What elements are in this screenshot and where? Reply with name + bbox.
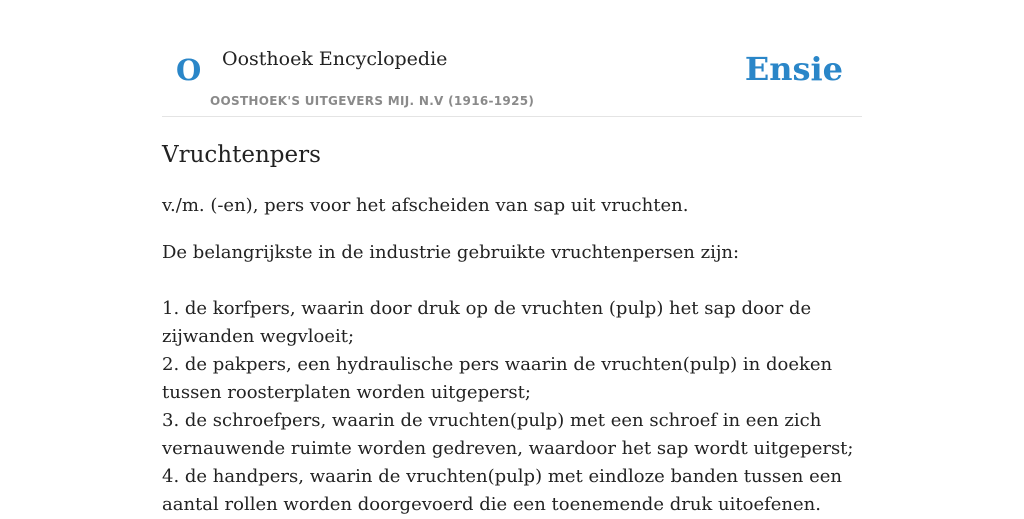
- list-item: 3. de schroefpers, waarin de vruchten(pulp) met een schroef in een zich vernauwende ruimte worden gedreven, waardoor het sap wordt uitgeperst;: [162, 410, 854, 459]
- page: [162, 0, 862, 515]
- oosthoek-logo-icon[interactable]: O: [176, 53, 202, 87]
- list-item: 4. de handpers, waarin de vruchten(pulp) met eindloze banden tussen een aantal rollen worden doorgevoerd die een toenemende druk uitoefenen.: [162, 466, 842, 515]
- publisher-line: OOSTHOEK'S UITGEVERS MIJ. N.V (1916-1925): [210, 94, 535, 108]
- entry-title: Vruchtenpers: [162, 142, 321, 168]
- press-type-list: [162, 295, 862, 519]
- ensie-logo-link[interactable]: Ensie: [744, 50, 843, 88]
- site-header: [162, 0, 862, 117]
- list-item: 2. de pakpers, een hydraulische pers waarin de vruchten(pulp) in doeken tussen roosterplaten worden uitgeperst;: [162, 354, 833, 403]
- entry-intro: De belangrijkste in de industrie gebruikte vruchtenpersen zijn:: [162, 242, 740, 263]
- entry-definition: v./m. (-en), pers voor het afscheiden van sap uit vruchten.: [162, 195, 689, 216]
- site-title[interactable]: Oosthoek Encyclopedie: [222, 48, 448, 70]
- list-item: 1. de korfpers, waarin door druk op de vruchten (pulp) het sap door de zijwanden wegvloeit;: [162, 298, 812, 347]
